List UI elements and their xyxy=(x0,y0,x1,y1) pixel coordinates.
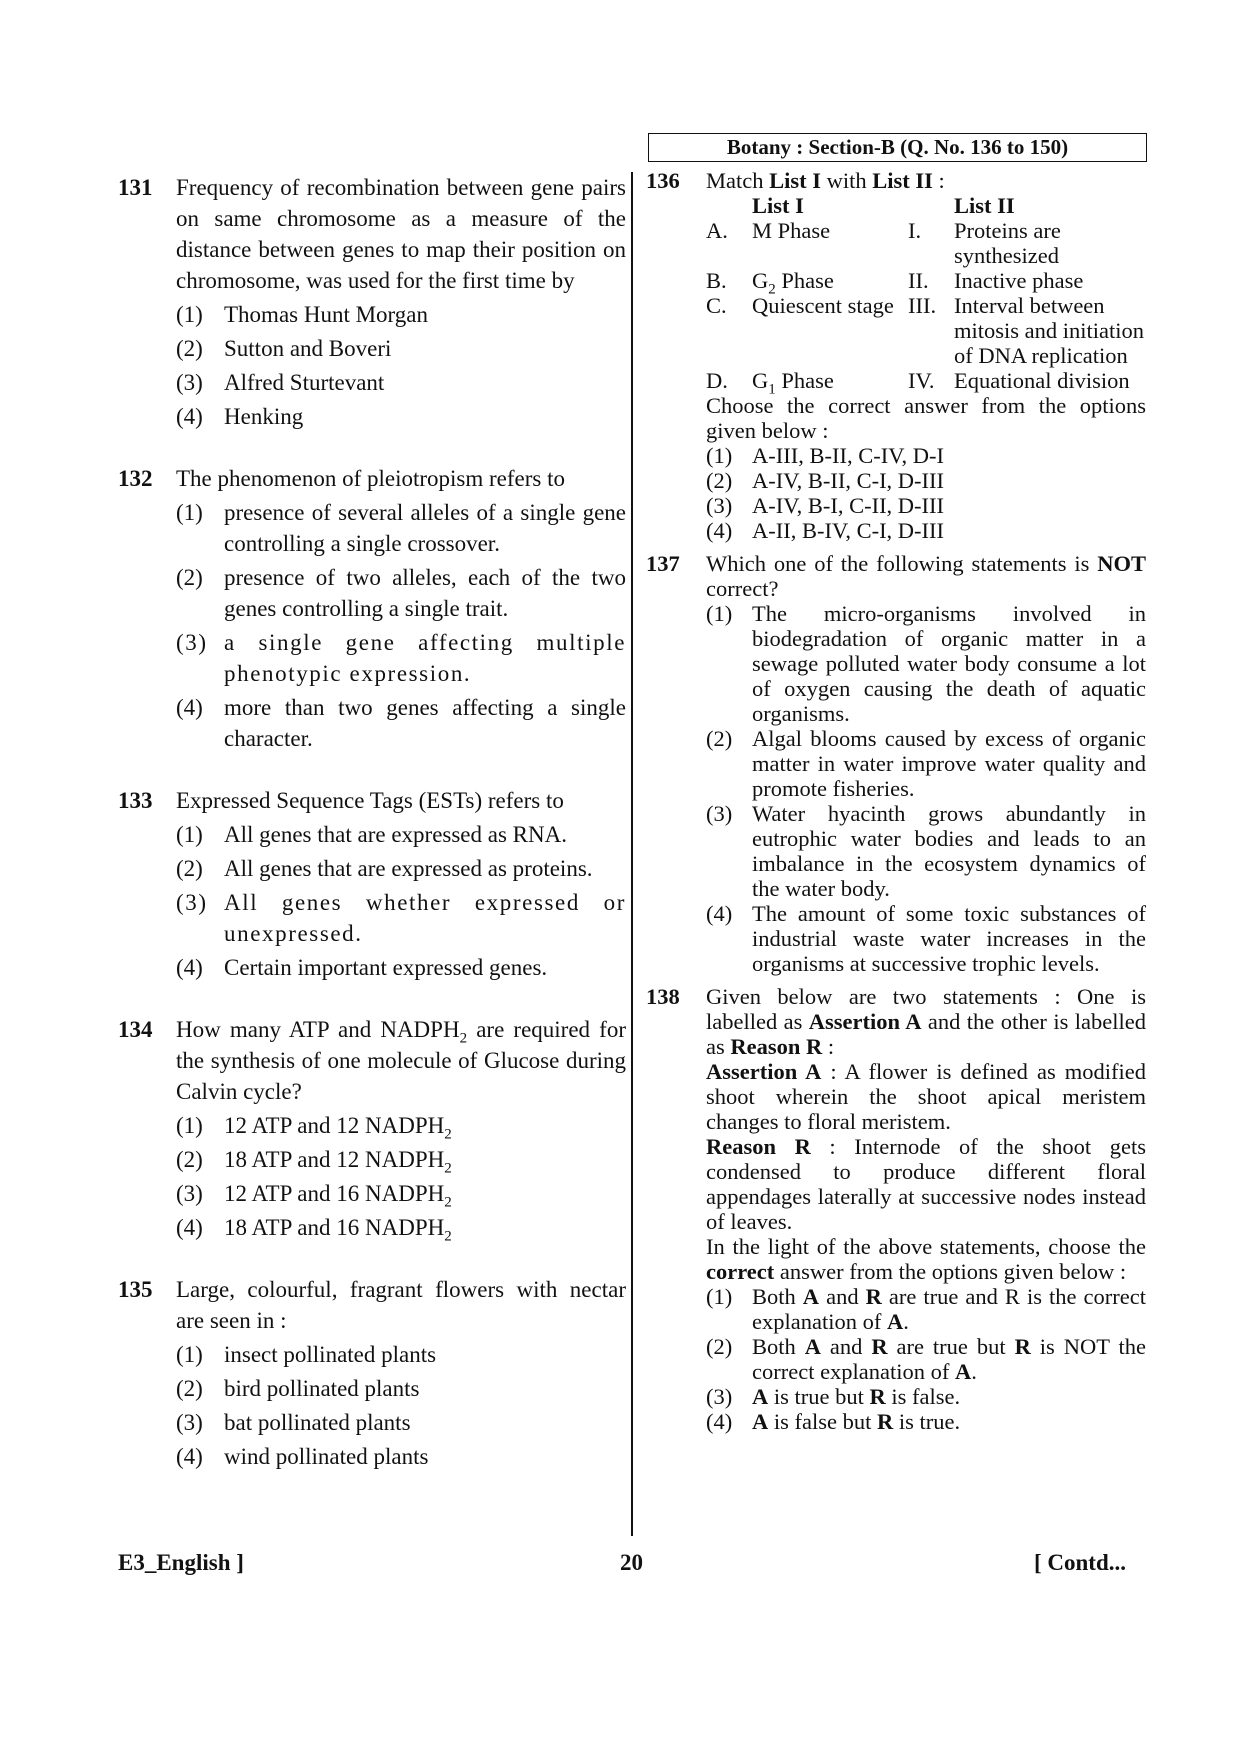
option-number: (1) xyxy=(176,1113,203,1138)
list-i-item xyxy=(752,368,908,398)
list-i-text: M Phase xyxy=(752,218,831,243)
option-number: (1) xyxy=(176,302,203,327)
subscript: 2 xyxy=(768,281,776,298)
option-number: (2) xyxy=(176,1147,203,1172)
option[interactable] xyxy=(176,952,626,983)
subscript: 2 xyxy=(444,1160,452,1177)
question-stem xyxy=(706,551,1146,601)
match-row xyxy=(706,368,1144,393)
option[interactable] xyxy=(706,493,1146,518)
stem-part: In the light of the above statements, choose the xyxy=(706,1234,1146,1259)
option-number: (1) xyxy=(706,601,733,626)
column-divider xyxy=(631,172,633,1536)
option-text: a single gene affecting multiple phenotypic expression. xyxy=(224,630,626,686)
assertion-text: : A flower is defined as modified shoot wherein the shoot apical meristem changes to floral meristem. xyxy=(706,1059,1146,1134)
right-column xyxy=(646,168,1146,1434)
list-ii-item: Interval between mitosis and initiation of DNA replication xyxy=(954,293,1144,368)
option-text: A-III, B-II, C-IV, D-I xyxy=(752,443,945,468)
left-column xyxy=(118,172,626,1472)
stem-part: NOT xyxy=(1097,551,1146,576)
question-133 xyxy=(118,785,626,983)
option-number: (1) xyxy=(176,822,203,847)
option[interactable] xyxy=(176,627,626,689)
stem-part: are required for the synthesis of one molecule of Glucose during Calvin cycle? xyxy=(176,1017,626,1104)
list-ii-key: II. xyxy=(908,268,929,293)
stem-part: and the other is labelled as xyxy=(706,1009,1146,1059)
option-number: (4) xyxy=(706,901,733,926)
assertion-label: Assertion A xyxy=(706,1059,822,1084)
option[interactable] xyxy=(176,367,626,398)
option[interactable] xyxy=(176,1178,626,1209)
option-text: 18 ATP and 12 NADPH xyxy=(224,1147,445,1172)
stem-part: List I xyxy=(769,168,821,193)
list-ii-item: Equational division xyxy=(954,368,1130,393)
option[interactable] xyxy=(176,1441,626,1472)
option[interactable] xyxy=(176,1339,626,1370)
stem-part: with xyxy=(821,168,873,193)
option-text: insect pollinated plants xyxy=(224,1342,437,1367)
options-list xyxy=(176,1339,626,1472)
option-text: Both A and R are true and R is the correct explanation of A. xyxy=(752,1284,1146,1334)
option-number: (3) xyxy=(706,801,733,826)
option[interactable] xyxy=(706,901,1146,976)
footer-paper-code: E3_English ] xyxy=(118,1550,244,1575)
question-number: 134 xyxy=(118,1017,153,1042)
list-ii-key: I. xyxy=(908,218,922,243)
option-text: A is true but R is false. xyxy=(752,1384,961,1409)
option-text: more than two genes affecting a single character. xyxy=(224,695,626,751)
options-list xyxy=(706,443,1146,543)
option-number: (2) xyxy=(176,336,203,361)
option-number: (3) xyxy=(176,370,203,395)
section-header: Botany : Section-B (Q. No. 136 to 150) xyxy=(648,133,1147,162)
option-number: (2) xyxy=(176,856,203,881)
question-stem xyxy=(706,984,1146,1059)
option-text: 18 ATP and 16 NADPH xyxy=(224,1215,445,1240)
option-number: (1) xyxy=(176,1342,203,1367)
option[interactable] xyxy=(706,518,1146,543)
option[interactable] xyxy=(706,1284,1146,1334)
match-row xyxy=(706,293,1144,368)
stem-part: : xyxy=(822,1034,835,1059)
reason-text: : Internode of the shoot gets condensed to produce different floral appendages laterally at successive nodes instead of leaves. xyxy=(706,1134,1146,1234)
option[interactable] xyxy=(706,801,1146,901)
question-number: 137 xyxy=(646,551,680,576)
stem-part: List II xyxy=(872,168,933,193)
option-number: (2) xyxy=(706,468,733,493)
stem-part: Reason R xyxy=(730,1034,823,1059)
reason-statement xyxy=(706,1134,1146,1234)
option-text: 12 ATP and 12 NADPH xyxy=(224,1113,445,1138)
choose-instruction xyxy=(706,1234,1146,1284)
question-number: 133 xyxy=(118,788,153,813)
options-list xyxy=(176,497,626,754)
stem-part: : xyxy=(932,168,945,193)
reason-label: Reason R xyxy=(706,1134,811,1159)
question-131 xyxy=(118,172,626,432)
list-ii-heading: List II xyxy=(954,193,1015,218)
options-list xyxy=(706,601,1146,976)
list-i-text: Phase xyxy=(775,368,834,393)
stem-part: How many ATP and NADPH xyxy=(176,1017,460,1042)
option-text: A-II, B-IV, C-I, D-III xyxy=(752,518,945,543)
question-138 xyxy=(646,984,1146,1434)
option[interactable] xyxy=(176,853,626,884)
option[interactable] xyxy=(176,1144,626,1175)
option[interactable] xyxy=(176,692,626,754)
list-i-text: Phase xyxy=(775,268,834,293)
stem-part: Which one of the following statements is xyxy=(706,551,1098,576)
question-number: 138 xyxy=(646,984,680,1009)
stem-part: Given below are two statements : One is labelled as xyxy=(706,984,1146,1034)
option-text: All genes that are expressed as RNA. xyxy=(224,822,567,847)
list-i-key: C. xyxy=(706,293,727,318)
option[interactable] xyxy=(176,1407,626,1438)
option-number: (1) xyxy=(176,500,203,525)
question-stem: Frequency of recombination between gene pairs on same chromosome as a measure of the distance between genes to map their position on chromosome, was used for the first time by xyxy=(176,175,626,293)
option[interactable] xyxy=(176,299,626,330)
list-ii-item: Inactive phase xyxy=(954,268,1084,293)
question-stem xyxy=(176,1014,626,1107)
options-list xyxy=(176,1110,626,1243)
list-i-text: G xyxy=(752,268,769,293)
stem-part: Assertion A xyxy=(808,1009,922,1034)
option[interactable] xyxy=(176,401,626,432)
list-ii-key: IV. xyxy=(908,368,935,393)
option-text: Certain important expressed genes. xyxy=(224,955,548,980)
options-list xyxy=(176,299,626,432)
question-stem: The phenomenon of pleiotropism refers to xyxy=(176,466,565,491)
option-number: (3) xyxy=(176,1181,203,1206)
stem-part: correct? xyxy=(706,576,779,601)
stem-part: Match xyxy=(706,168,770,193)
option[interactable] xyxy=(176,1110,626,1141)
option[interactable] xyxy=(176,497,626,559)
option-number: (1) xyxy=(706,1284,733,1309)
option-number: (4) xyxy=(176,1215,203,1240)
option[interactable] xyxy=(176,333,626,364)
stem-part: correct xyxy=(706,1259,775,1284)
option-text: All genes whether expressed or unexpressed. xyxy=(224,890,626,946)
option-text: presence of several alleles of a single gene controlling a single crossover. xyxy=(224,500,626,556)
option-number: (3) xyxy=(176,630,208,655)
list-i-key: D. xyxy=(706,368,728,393)
option[interactable] xyxy=(706,468,1146,493)
subscript: 2 xyxy=(459,1030,468,1047)
option-number: (2) xyxy=(176,1376,203,1401)
option-number: (1) xyxy=(706,443,733,468)
footer-page-number: 20 xyxy=(620,1550,643,1575)
list-i-item xyxy=(752,268,908,298)
option[interactable] xyxy=(706,1334,1146,1384)
option[interactable] xyxy=(176,1373,626,1404)
footer-continued: [ Contd... xyxy=(1034,1550,1127,1575)
option-number: (4) xyxy=(706,1409,733,1434)
option-number: (2) xyxy=(706,1334,733,1359)
options-list xyxy=(706,1284,1146,1434)
option-text: A-IV, B-II, C-I, D-III xyxy=(752,468,945,493)
option-number: (3) xyxy=(176,1410,203,1435)
subscript: 1 xyxy=(768,381,776,398)
option-number: (2) xyxy=(176,565,203,590)
option-number: (3) xyxy=(176,890,208,915)
options-list xyxy=(176,819,626,983)
option-text: Algal blooms caused by excess of organic matter in water improve water quality and promote fisheries. xyxy=(752,726,1146,801)
subscript: 2 xyxy=(444,1126,452,1143)
list-i-item xyxy=(752,218,908,268)
assertion-statement xyxy=(706,1059,1146,1134)
option-number: (4) xyxy=(176,404,203,429)
choose-instruction: Choose the correct answer from the options given below : xyxy=(706,393,1146,443)
question-number: 135 xyxy=(118,1277,153,1302)
question-number: 132 xyxy=(118,466,153,491)
option-text: Sutton and Boveri xyxy=(224,336,392,361)
question-132 xyxy=(118,463,626,754)
option-text: All genes that are expressed as proteins. xyxy=(224,856,593,881)
list-i-text: Quiescent stage xyxy=(752,293,894,318)
option-text: bat pollinated plants xyxy=(224,1410,411,1435)
option-number: (4) xyxy=(706,518,733,543)
option-text: A-IV, B-I, C-II, D-III xyxy=(752,493,945,518)
option-number: (3) xyxy=(706,493,733,518)
option-text: bird pollinated plants xyxy=(224,1376,420,1401)
option[interactable] xyxy=(706,1409,1146,1434)
list-i-key: B. xyxy=(706,268,727,293)
question-137 xyxy=(646,551,1146,976)
question-136 xyxy=(646,168,1146,543)
list-ii-key: III. xyxy=(908,293,937,318)
list-i-item xyxy=(752,293,908,368)
option[interactable] xyxy=(176,1212,626,1243)
match-row xyxy=(706,218,1144,268)
option-text: Water hyacinth grows abundantly in eutrophic water bodies and leads to an imbalance in the ecosystem dynamics of the water body. xyxy=(752,801,1146,901)
option-text: presence of two alleles, each of the two genes controlling a single trait. xyxy=(224,565,626,621)
option-number: (4) xyxy=(176,955,203,980)
option-text: Both A and R are true but R is NOT the correct explanation of A. xyxy=(752,1334,1146,1384)
option-text: 12 ATP and 16 NADPH xyxy=(224,1181,445,1206)
list-ii-item: Proteins are synthesized xyxy=(954,218,1061,268)
match-table-header xyxy=(706,193,1144,218)
option-text: Thomas Hunt Morgan xyxy=(224,302,429,327)
question-134 xyxy=(118,1014,626,1243)
question-stem xyxy=(706,168,1146,193)
question-stem: Large, colourful, fragrant flowers with nectar are seen in : xyxy=(176,1277,626,1333)
option-text: A is false but R is true. xyxy=(752,1409,961,1434)
option[interactable] xyxy=(176,562,626,624)
list-i-text: G xyxy=(752,368,769,393)
question-135 xyxy=(118,1274,626,1472)
option-number: (2) xyxy=(706,726,733,751)
stem-part: answer from the options given below : xyxy=(774,1259,1127,1284)
option-text: The amount of some toxic substances of industrial waste water increases in the organisms at successive trophic levels. xyxy=(752,901,1146,976)
option[interactable] xyxy=(706,726,1146,801)
subscript: 2 xyxy=(444,1194,452,1211)
match-row xyxy=(706,268,1144,293)
match-table xyxy=(706,193,1144,398)
question-number: 131 xyxy=(118,175,153,200)
option[interactable] xyxy=(176,819,626,850)
option-text: Alfred Sturtevant xyxy=(224,370,385,395)
option-text: The micro-organisms involved in biodegradation of organic matter in a sewage polluted water body consume a lot of oxygen causing the death of aquatic organisms. xyxy=(752,601,1146,726)
option[interactable] xyxy=(706,1384,1146,1409)
option-text: wind pollinated plants xyxy=(224,1444,429,1469)
option[interactable] xyxy=(706,443,1146,468)
question-stem: Expressed Sequence Tags (ESTs) refers to xyxy=(176,788,564,813)
option-number: (4) xyxy=(176,695,203,720)
option-number: (3) xyxy=(706,1384,733,1409)
option[interactable] xyxy=(706,601,1146,726)
question-number: 136 xyxy=(646,168,680,193)
option-text: Henking xyxy=(224,404,304,429)
list-i-heading: List I xyxy=(752,193,804,218)
subscript: 2 xyxy=(444,1228,452,1245)
list-i-key: A. xyxy=(706,218,728,243)
option-number: (4) xyxy=(176,1444,203,1469)
option[interactable] xyxy=(176,887,626,949)
